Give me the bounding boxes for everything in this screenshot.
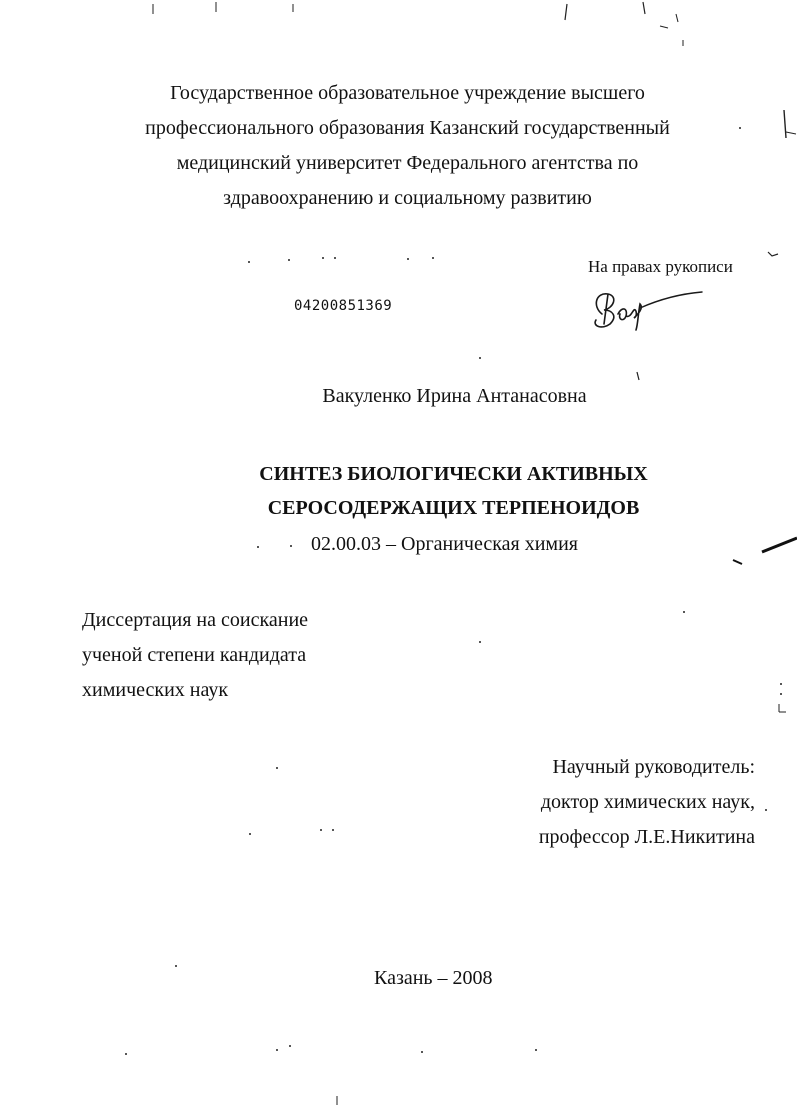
institution-name xyxy=(0,76,797,216)
dissertation-degree xyxy=(82,603,308,708)
degree-line: химических наук xyxy=(82,679,229,701)
specialty-code: 02.00.03 – Органическая химия xyxy=(311,533,578,555)
institution-line: профессионального образования Казанский государственный xyxy=(145,117,670,139)
institution-line: медицинский университет Федерального агентства по xyxy=(176,152,639,174)
degree-line: Диссертация на соискание xyxy=(82,609,309,631)
manuscript-rights-note: На правах рукописи xyxy=(588,257,733,276)
city-year: Казань – 2008 xyxy=(374,967,493,989)
title-line: СЕРОСОДЕРЖАЩИХ ТЕРПЕНОИДОВ xyxy=(267,497,640,519)
institution-line: Государственное образовательное учреждение высшего xyxy=(170,82,645,104)
author-name-text: Вакуленко Ирина Антанасовна xyxy=(322,385,587,407)
title-line: СИНТЕЗ БИОЛОГИЧЕСКИ АКТИВНЫХ xyxy=(259,463,648,485)
scientific-supervisor xyxy=(510,750,755,855)
supervisor-line: профессор Л.Е.Никитина xyxy=(538,826,755,848)
supervisor-line: доктор химических наук, xyxy=(540,791,755,813)
document-number: 04200851369 xyxy=(294,298,393,314)
institution-line: здравоохранению и социальному развитию xyxy=(223,187,592,209)
author-name xyxy=(0,385,797,408)
handwritten-signature xyxy=(588,284,708,334)
degree-line: ученой степени кандидата xyxy=(82,644,307,666)
dissertation-title xyxy=(0,457,797,525)
supervisor-line: Научный руководитель: xyxy=(552,756,755,778)
